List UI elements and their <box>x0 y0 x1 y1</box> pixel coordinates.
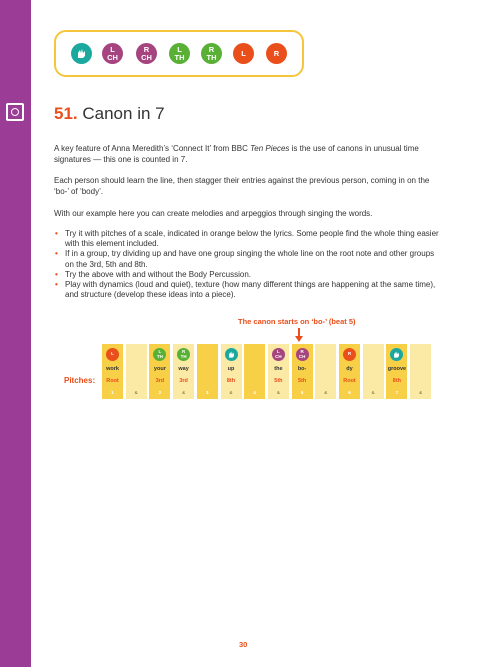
pitch-label: 8th <box>392 378 402 384</box>
list-item: • Try the above with and without the Body Percussion. <box>55 269 252 279</box>
beat-count: 6 <box>348 390 351 395</box>
grid-cell <box>197 344 218 399</box>
rhythm-grid <box>102 344 434 399</box>
right-chest-icon: R CH <box>136 43 157 64</box>
right-foot-icon: R <box>343 348 356 361</box>
hands-icon <box>390 348 403 361</box>
grid-cell <box>102 344 123 399</box>
grid-cell <box>244 344 265 399</box>
lyric-word: your <box>153 366 166 372</box>
body-percussion-icon-bar <box>54 30 304 77</box>
left-chest-icon: L CH <box>272 348 285 361</box>
beat-count: 4 <box>253 390 256 395</box>
left-thigh-icon: L TH <box>169 43 190 64</box>
grid-cell <box>363 344 384 399</box>
hands-icon <box>225 348 238 361</box>
right-thigh-icon: R TH <box>177 348 190 361</box>
canon-start-note: The canon starts on ‘bo-’ (beat 5) <box>238 317 356 326</box>
left-chest-icon: L CH <box>102 43 123 64</box>
activity-number: 51. <box>54 104 78 123</box>
list-item: • Try it with pitches of a scale, indicated in orange below the lyrics. Some people find the whole thing easier with this element included. <box>55 229 439 249</box>
left-foot-icon: L <box>233 43 254 64</box>
right-chest-icon: R CH <box>296 348 309 361</box>
beat-count: 1 <box>111 390 114 395</box>
beat-count: & <box>371 390 375 395</box>
lyric-word: bo- <box>297 366 307 372</box>
beat-count: 7 <box>395 390 399 395</box>
lyric-word: up <box>227 366 235 372</box>
beat-count: & <box>276 390 280 395</box>
pitch-label: 5th <box>274 378 283 384</box>
side-band <box>0 0 31 667</box>
beat-count: & <box>134 390 138 395</box>
lyric-word: work <box>106 366 119 372</box>
beat-count: 5 <box>300 390 304 395</box>
activity-title <box>54 104 165 124</box>
intro-paragraph-2: Each person should learn the line, then stagger their entries against the previous person, coming in on the ‘bo-’ of ‘body’. <box>54 176 430 196</box>
left-thigh-icon: L TH <box>153 348 166 361</box>
pitch-label: 8th <box>226 378 236 384</box>
left-foot-icon: L <box>106 348 119 361</box>
intro-paragraph-3: With our example here you can create melodies and arpeggios through singing the words. <box>54 209 373 218</box>
grid-cell <box>268 344 289 399</box>
pitch-label: 3rd <box>155 378 165 384</box>
activity-title-text: Canon in 7 <box>82 104 165 123</box>
grid-cell <box>339 344 360 399</box>
right-foot-icon: R <box>266 43 287 64</box>
page-number: 30 <box>239 640 248 649</box>
list-item: • If in a group, try dividing up and have one group singing the whole line on the root note and other groups on the 3rd, 5th and 8th. <box>55 249 435 269</box>
grid-cell <box>221 344 242 399</box>
grid-cell <box>126 344 147 399</box>
list-item: • Play with dynamics (loud and quiet), texture (how many different things are happening at the same time), and structure (develop these ideas into a piece). <box>55 280 436 300</box>
lyric-word: way <box>178 366 189 372</box>
beat-count: 3 <box>206 390 209 395</box>
lyric-word: dy <box>346 366 353 372</box>
pitch-label: Root <box>106 378 119 384</box>
grid-cell <box>149 344 170 399</box>
beat-count: & <box>324 390 328 395</box>
grid-cell <box>315 344 336 399</box>
grid-cell <box>386 344 407 399</box>
video-icon[interactable] <box>6 103 24 121</box>
intro-paragraph-1: A key feature of Anna Meredith’s ‘Connect It’ from BBC Ten Pieces is the use of canons in unusual time signatures — this one is counted in 7. <box>54 144 419 164</box>
pitch-label: Root <box>343 378 356 384</box>
beat-count: 2 <box>158 390 162 395</box>
hands-icon <box>71 43 92 64</box>
beat-count: & <box>229 390 233 395</box>
tips-list <box>54 229 444 300</box>
grid-cell <box>410 344 431 399</box>
pitch-label: 5th <box>297 378 307 384</box>
right-thigh-icon: R TH <box>201 43 222 64</box>
beat-count: & <box>419 390 423 395</box>
beat-count: & <box>182 390 186 395</box>
lyric-word: the <box>274 366 283 372</box>
grid-cell <box>292 344 313 399</box>
pitches-label: Pitches: <box>64 376 96 385</box>
pitch-label: 3rd <box>179 378 188 384</box>
lyric-word: groove <box>387 366 407 372</box>
grid-cell <box>173 344 194 399</box>
